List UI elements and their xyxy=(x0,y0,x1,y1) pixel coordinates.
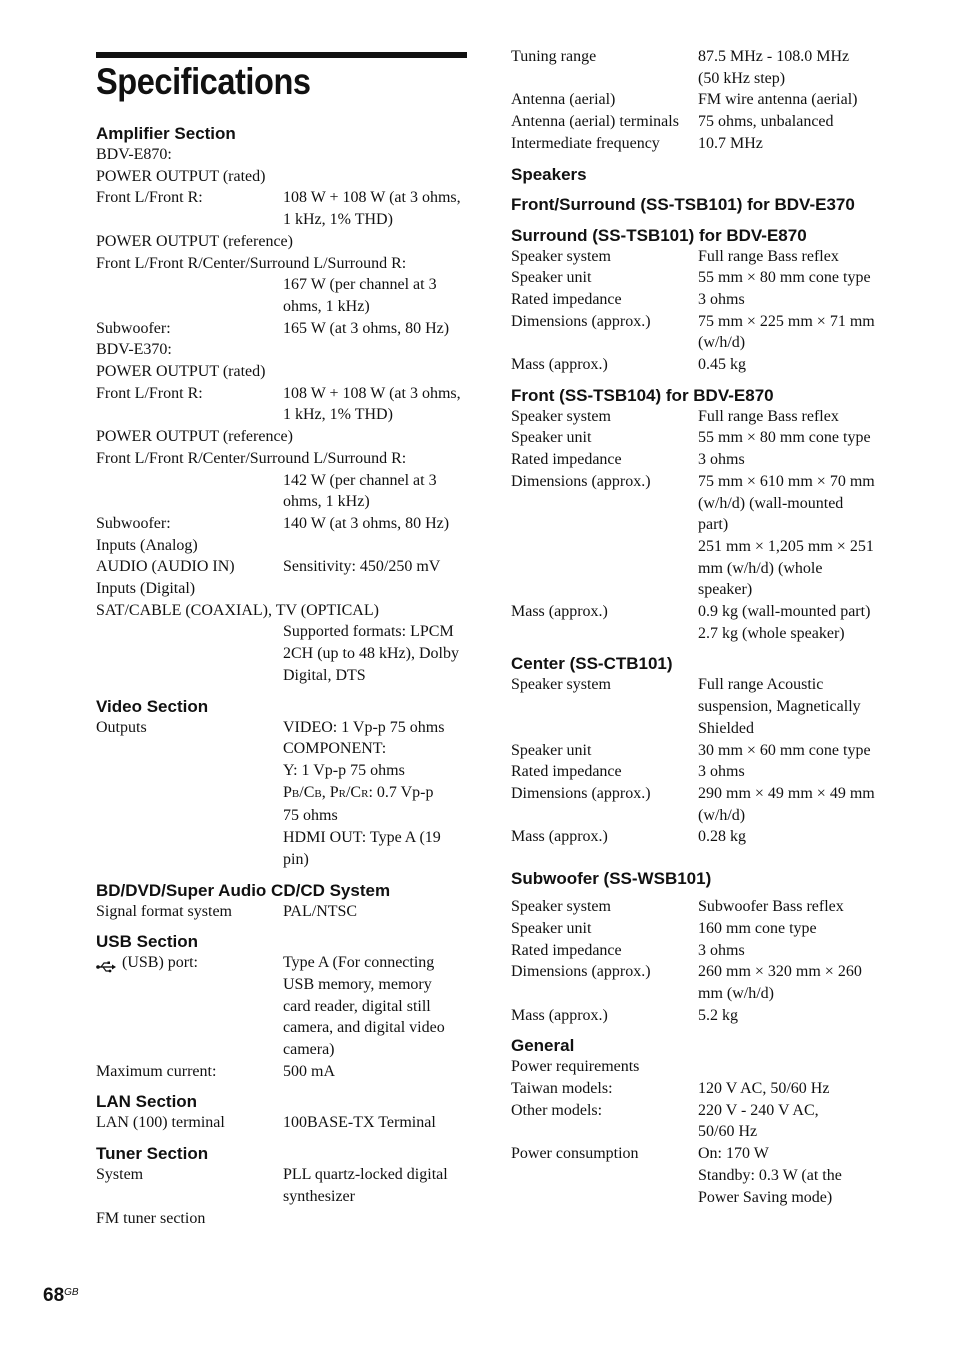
spec-value-line: 75 mm × 610 mm × 70 mm xyxy=(698,472,875,490)
spec-value-line: Sensitivity: 450/250 mV xyxy=(283,558,441,576)
spec-value xyxy=(698,601,891,644)
spec-value xyxy=(283,470,468,513)
spec-value xyxy=(698,740,891,762)
spec-value xyxy=(698,427,891,449)
spec-row xyxy=(511,111,891,133)
spec-label: Mass (approx.) xyxy=(511,603,608,621)
spacer xyxy=(96,871,468,880)
amplifier-heading: Amplifier Section xyxy=(96,124,236,143)
spec-value-line xyxy=(283,782,468,806)
spec-value xyxy=(283,274,468,317)
spec-value-line: 500 mA xyxy=(283,1062,335,1080)
spec-value-line: 75 ohms xyxy=(283,807,338,825)
spec-label xyxy=(96,470,283,513)
subwoofer-heading: Subwoofer (SS-WSB101) xyxy=(511,869,712,889)
spec-value xyxy=(698,46,891,89)
spec-value-line: 3 ohms xyxy=(698,451,745,469)
spec-value-line: pin) xyxy=(283,850,309,868)
spec-value xyxy=(698,674,891,739)
spacer xyxy=(96,687,468,696)
bd-heading: BD/DVD/Super Audio CD/CD System xyxy=(96,880,391,900)
spec-row xyxy=(511,267,891,289)
spec-label: System xyxy=(96,1166,144,1184)
spec-row xyxy=(511,46,891,89)
right-body xyxy=(511,46,891,1208)
spec-row xyxy=(511,427,891,449)
spec-value-line: (w/h/d) xyxy=(698,806,746,824)
spec-label: Outputs xyxy=(96,718,147,736)
spacer xyxy=(96,1082,468,1091)
spec-value-line: FM wire antenna (aerial) xyxy=(698,91,858,109)
spec-label: Speaker unit xyxy=(511,269,592,287)
title-rule xyxy=(96,52,467,58)
spec-value-line: Full range Bass reflex xyxy=(698,407,839,425)
spec-row xyxy=(96,318,468,340)
spec-row xyxy=(96,513,468,535)
speakers-heading: Speakers xyxy=(511,164,587,184)
front-surround-heading: Front/Surround (SS-TSB101) for BDV-E370 xyxy=(511,194,855,214)
spec-value xyxy=(698,267,891,289)
spacer xyxy=(511,155,891,164)
spec-value-line: Type A (For connecting xyxy=(283,954,435,972)
spec-value-line: (50 kHz step) xyxy=(698,69,786,87)
spec-value xyxy=(698,354,891,376)
spec-row xyxy=(511,740,891,762)
spec-value xyxy=(698,471,891,601)
text-sub: R xyxy=(338,787,346,800)
spacer xyxy=(511,848,891,868)
spec-row xyxy=(511,761,891,783)
spec-value-line: PLL quartz-locked digital xyxy=(283,1166,448,1184)
spacer xyxy=(96,1134,468,1143)
spec-value-line: 108 W + 108 W (at 3 ohms, xyxy=(283,189,461,207)
spec-value-line: 55 mm × 80 mm cone type xyxy=(698,429,871,447)
spec-value xyxy=(698,1005,891,1027)
spec-value-line: VIDEO: 1 Vp-p 75 ohms xyxy=(283,718,445,736)
usb-icon xyxy=(96,958,116,970)
spec-label: Speaker unit xyxy=(511,429,592,447)
spec-row xyxy=(96,383,468,426)
spec-row xyxy=(511,471,891,601)
tuner-heading: Tuner Section xyxy=(96,1144,209,1164)
spec-label xyxy=(96,621,283,686)
spec-text: Inputs (Digital) xyxy=(96,580,196,598)
text-c: /C xyxy=(299,783,315,801)
spec-value xyxy=(698,940,891,962)
surround-heading: Surround (SS-TSB101) for BDV-E870 xyxy=(511,225,807,245)
spec-row xyxy=(511,449,891,471)
spec-value-line: 100BASE-TX Terminal xyxy=(283,1114,436,1132)
spec-value-line: 50/60 Hz xyxy=(698,1123,758,1141)
spec-row xyxy=(511,918,891,940)
spec-value-line: USB memory, memory xyxy=(283,975,432,993)
spec-row xyxy=(511,961,891,1004)
spec-row xyxy=(96,621,468,686)
spec-label: Speaker unit xyxy=(511,919,592,937)
spec-text: Inputs (Analog) xyxy=(96,536,198,554)
text-value: : 0.7 Vp-p xyxy=(368,783,434,801)
spec-value-line: 2.7 kg (whole speaker) xyxy=(698,624,845,642)
spec-label xyxy=(96,274,283,317)
spec-value-line: Y: 1 Vp-p 75 ohms xyxy=(283,761,405,779)
spec-row xyxy=(511,826,891,848)
spec-row xyxy=(96,952,468,1061)
spec-value xyxy=(283,187,468,230)
text-p: , P xyxy=(321,783,339,801)
spec-value xyxy=(698,1100,891,1143)
spec-value xyxy=(698,1078,891,1100)
spec-value xyxy=(698,783,891,826)
spec-text: Front L/Front R/Center/Surround L/Surround R: xyxy=(96,449,407,467)
spec-value-line: Shielded xyxy=(698,719,754,737)
spec-row xyxy=(511,1005,891,1027)
spec-label: Other models: xyxy=(511,1101,603,1119)
spec-text: POWER OUTPUT (rated) xyxy=(96,363,266,381)
spec-value-line: ohms, 1 kHz) xyxy=(283,297,370,315)
spec-label: Rated impedance xyxy=(511,451,622,469)
spec-value-line: card reader, digital still xyxy=(283,997,431,1015)
spec-value-line: 140 W (at 3 ohms, 80 Hz) xyxy=(283,514,450,532)
spec-value-line: mm (w/h/d) (whole xyxy=(698,559,823,577)
spec-value-line: 5.2 kg xyxy=(698,1006,738,1024)
spec-row xyxy=(511,1143,891,1208)
spec-label: Taiwan models: xyxy=(511,1080,613,1098)
spec-value xyxy=(283,952,468,1061)
spec-value-line: 1 kHz, 1% THD) xyxy=(283,406,393,424)
spec-value xyxy=(698,111,891,133)
spec-value-line: 220 V - 240 V AC, xyxy=(698,1101,819,1119)
spec-row xyxy=(511,1078,891,1100)
spec-value-line: synthesizer xyxy=(283,1187,355,1205)
spec-value-line: suspension, Magnetically xyxy=(698,698,861,716)
spec-text: POWER OUTPUT (reference) xyxy=(96,428,293,446)
spec-value xyxy=(283,556,468,578)
spec-value-line: 75 ohms, unbalanced xyxy=(698,113,834,131)
spec-row xyxy=(511,674,891,739)
spec-value xyxy=(283,621,468,686)
spec-label: Maximum current: xyxy=(96,1062,217,1080)
spec-label: Speaker unit xyxy=(511,741,592,759)
spec-value-line: (w/h/d) xyxy=(698,334,746,352)
spacer xyxy=(511,185,891,194)
spec-value-line: (w/h/d) (wall-mounted xyxy=(698,494,844,512)
spec-label: Dimensions (approx.) xyxy=(511,472,651,490)
spec-value-line: Digital, DTS xyxy=(283,666,366,684)
spec-label: Speaker system xyxy=(511,676,611,694)
spec-value-line: On: 170 W xyxy=(698,1145,769,1163)
spec-value-line: ohms, 1 kHz) xyxy=(283,493,370,511)
spec-label: Speaker system xyxy=(511,247,611,265)
spec-row xyxy=(511,354,891,376)
spec-value xyxy=(698,761,891,783)
text-sub: R xyxy=(361,787,369,800)
spec-value-line: 87.5 MHz - 108.0 MHz xyxy=(698,48,850,65)
spec-label xyxy=(96,952,283,1061)
spec-row xyxy=(511,89,891,111)
spec-value-line: COMPONENT: xyxy=(283,740,387,758)
spec-row xyxy=(511,783,891,826)
spec-text: BDV-E870: xyxy=(96,146,172,163)
spec-value xyxy=(698,896,891,918)
spec-value-line: 3 ohms xyxy=(698,941,745,959)
spec-value xyxy=(283,1164,468,1207)
spec-value xyxy=(698,826,891,848)
lan-heading: LAN Section xyxy=(96,1092,198,1112)
spec-text: Front L/Front R/Center/Surround L/Surround R: xyxy=(96,254,407,272)
spec-row xyxy=(511,1100,891,1143)
spec-label: Intermediate frequency xyxy=(511,134,660,152)
spec-value xyxy=(283,318,468,340)
spec-value-line: 10.7 MHz xyxy=(698,134,763,152)
spec-value xyxy=(698,311,891,354)
spec-row xyxy=(511,601,891,644)
spec-value-line: 165 W (at 3 ohms, 80 Hz) xyxy=(283,319,450,337)
spec-value xyxy=(698,1143,891,1208)
spec-row xyxy=(511,406,891,428)
spacer xyxy=(511,215,891,225)
spec-value-line: 0.9 kg (wall-mounted part) xyxy=(698,603,871,621)
spec-value-line: Full range Acoustic xyxy=(698,676,824,694)
spec-value xyxy=(283,901,468,923)
spacer xyxy=(96,922,468,931)
spacer xyxy=(511,889,891,896)
spec-row xyxy=(96,717,468,871)
spec-value-line: 160 mm cone type xyxy=(698,919,817,937)
spec-value xyxy=(698,406,891,428)
spec-text: BDV-E370: xyxy=(96,341,172,359)
front-speaker-heading: Front (SS-TSB104) for BDV-E870 xyxy=(511,385,774,405)
spec-value-line: Full range Bass reflex xyxy=(698,247,839,265)
spec-value xyxy=(698,961,891,1004)
spec-label: Mass (approx.) xyxy=(511,1006,608,1024)
spec-row xyxy=(511,940,891,962)
spec-row xyxy=(96,274,468,317)
spec-label: Tuning range xyxy=(511,48,597,65)
spec-label-text: (USB) port: xyxy=(122,954,198,972)
spec-value xyxy=(698,133,891,155)
spec-value-line: 75 mm × 225 mm × 71 mm xyxy=(698,312,875,330)
spec-value-line: 251 mm × 1,205 mm × 251 xyxy=(698,537,874,555)
spec-value xyxy=(698,246,891,268)
page-title: Specifications xyxy=(96,61,311,102)
spec-label: AUDIO (AUDIO IN) xyxy=(96,558,235,576)
spec-row xyxy=(96,470,468,513)
spec-value-line: camera) xyxy=(283,1041,335,1059)
spec-row xyxy=(511,896,891,918)
spec-text: SAT/CABLE (COAXIAL), TV (OPTICAL) xyxy=(96,601,379,619)
spec-value-line: 108 W + 108 W (at 3 ohms, xyxy=(283,384,461,402)
spec-text: POWER OUTPUT (rated) xyxy=(96,167,266,185)
spec-value-line: mm (w/h/d) xyxy=(698,984,774,1002)
text-c: /C xyxy=(345,783,362,801)
spec-value-line: camera, and digital video xyxy=(283,1019,445,1037)
spec-label: Subwoofer: xyxy=(96,514,171,532)
spec-label: Front L/Front R: xyxy=(96,189,203,207)
spec-value-line: 3 ohms xyxy=(698,290,745,308)
spec-label: Mass (approx.) xyxy=(511,828,608,846)
spec-value-line: 0.28 kg xyxy=(698,828,746,846)
spec-value-line: HDMI OUT: Type A (19 xyxy=(283,829,441,847)
spec-value-line: Power Saving mode) xyxy=(698,1188,833,1206)
text-sub: B xyxy=(291,787,300,800)
spec-value xyxy=(698,289,891,311)
spec-label: Speaker system xyxy=(511,407,611,425)
spec-label: Dimensions (approx.) xyxy=(511,784,651,802)
spec-value xyxy=(283,717,468,871)
left-body xyxy=(96,123,468,1229)
spec-value-line: 30 mm × 60 mm cone type xyxy=(698,741,871,759)
spec-row xyxy=(96,556,468,578)
spec-value-line: 1 kHz, 1% THD) xyxy=(283,211,393,229)
spec-label: LAN (100) terminal xyxy=(96,1114,225,1132)
spec-row xyxy=(96,901,468,923)
spec-row xyxy=(511,289,891,311)
spec-value-line: 260 mm × 320 mm × 260 xyxy=(698,963,862,981)
spec-value-line: 167 W (per channel at 3 xyxy=(283,276,437,294)
spec-label: Rated impedance xyxy=(511,941,622,959)
spec-value-line: 290 mm × 49 mm × 49 mm xyxy=(698,784,875,802)
general-heading: General xyxy=(511,1036,575,1056)
spec-value-line: 0.45 kg xyxy=(698,356,746,374)
text-p: P xyxy=(283,783,292,801)
spec-value xyxy=(283,513,468,535)
spec-row xyxy=(96,1164,468,1207)
spec-value xyxy=(698,449,891,471)
spec-value-line: PAL/NTSC xyxy=(283,902,358,920)
spec-value-line: Subwoofer Bass reflex xyxy=(698,898,844,916)
center-speaker-heading: Center (SS-CTB101) xyxy=(511,654,673,674)
spacer xyxy=(511,1026,891,1035)
spec-value-line: 142 W (per channel at 3 xyxy=(283,471,437,489)
spec-value xyxy=(698,918,891,940)
spec-label: Signal format system xyxy=(96,902,232,920)
usb-heading: USB Section xyxy=(96,932,199,952)
spec-row xyxy=(511,133,891,155)
page-number xyxy=(43,1285,79,1307)
page-number-suffix: GB xyxy=(64,1287,79,1298)
spec-label: Front L/Front R: xyxy=(96,384,203,402)
spec-row xyxy=(96,187,468,230)
spec-label: Subwoofer: xyxy=(96,319,171,337)
spec-label: Dimensions (approx.) xyxy=(511,963,651,981)
spec-label: Dimensions (approx.) xyxy=(511,312,651,330)
spec-text: Power requirements xyxy=(511,1058,640,1076)
spec-value-line: Supported formats: LPCM xyxy=(283,623,454,641)
spec-label: Mass (approx.) xyxy=(511,356,608,374)
spec-text: POWER OUTPUT (reference) xyxy=(96,232,293,250)
spec-value-line: Standby: 0.3 W (at the xyxy=(698,1166,842,1184)
spec-row xyxy=(96,1061,468,1083)
spec-label: Rated impedance xyxy=(511,290,622,308)
spec-value xyxy=(283,383,468,426)
spacer xyxy=(511,644,891,653)
spec-label: Power consumption xyxy=(511,1145,639,1163)
spec-row xyxy=(511,246,891,268)
video-heading: Video Section xyxy=(96,696,209,716)
spec-label: Antenna (aerial) terminals xyxy=(511,113,679,131)
spec-row xyxy=(96,1112,468,1134)
spec-row xyxy=(511,311,891,354)
text-sub: B xyxy=(314,787,322,800)
spec-value xyxy=(698,89,891,111)
spec-value xyxy=(283,1112,468,1134)
spacer xyxy=(511,376,891,385)
spec-value-line: part) xyxy=(698,516,729,534)
spec-value-line: 3 ohms xyxy=(698,763,745,781)
spec-label: Antenna (aerial) xyxy=(511,91,616,109)
spec-label: Speaker system xyxy=(511,898,611,916)
spec-value xyxy=(283,1061,468,1083)
spec-value-line: 2CH (up to 48 kHz), Dolby xyxy=(283,645,459,663)
spec-label: Rated impedance xyxy=(511,763,622,781)
spec-value-line: 120 V AC, 50/60 Hz xyxy=(698,1080,830,1098)
spec-text: FM tuner section xyxy=(96,1209,206,1227)
page-number-value: 68 xyxy=(43,1285,65,1306)
spec-value-line: 55 mm × 80 mm cone type xyxy=(698,269,871,287)
spec-value-line: speaker) xyxy=(698,581,753,599)
